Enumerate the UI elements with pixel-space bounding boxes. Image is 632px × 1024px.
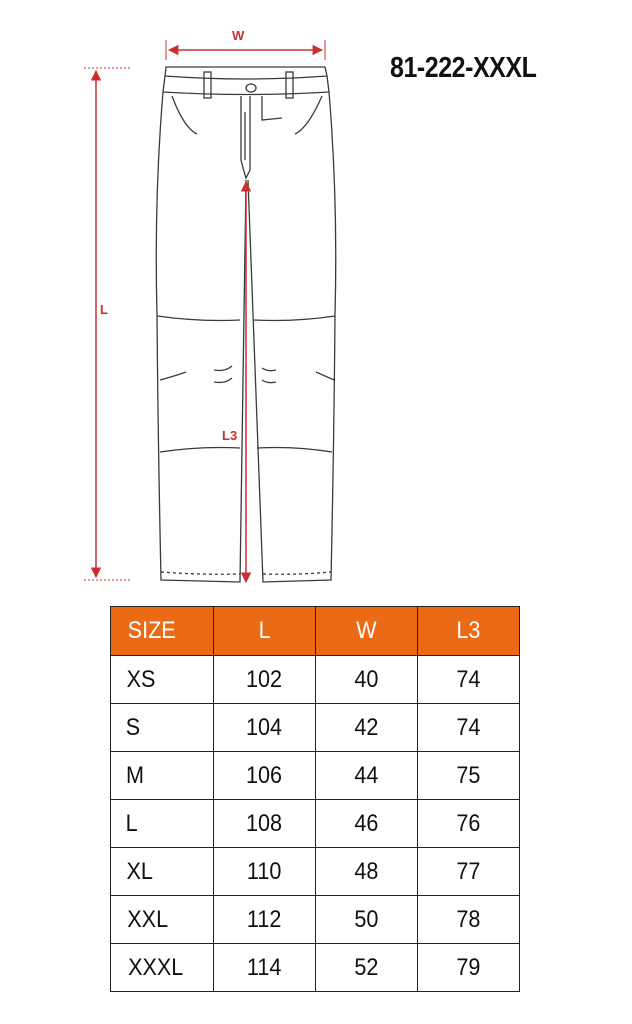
header-l: L <box>214 607 316 656</box>
w-cell: 42 <box>316 704 418 752</box>
size-cell: XXL <box>111 896 214 944</box>
table-row <box>111 704 520 752</box>
table-row <box>111 800 520 848</box>
size-cell: S <box>111 704 214 752</box>
l3-cell: 77 <box>418 848 520 896</box>
product-code: 81-222-XXXL <box>390 52 537 84</box>
w-cell: 50 <box>316 896 418 944</box>
l-cell: 104 <box>214 704 316 752</box>
header-l3: L3 <box>418 607 520 656</box>
table-row <box>111 944 520 992</box>
header-size: SIZE <box>111 607 214 656</box>
table-row <box>111 656 520 704</box>
size-cell: XL <box>111 848 214 896</box>
l-cell: 106 <box>214 752 316 800</box>
l-cell: 114 <box>214 944 316 992</box>
l3-cell: 74 <box>418 656 520 704</box>
header-w: W <box>316 607 418 656</box>
size-cell: XS <box>111 656 214 704</box>
l3-cell: 78 <box>418 896 520 944</box>
l3-cell: 76 <box>418 800 520 848</box>
size-table <box>110 606 520 992</box>
w-cell: 48 <box>316 848 418 896</box>
l-cell: 110 <box>214 848 316 896</box>
l-label: L <box>100 302 108 317</box>
w-cell: 46 <box>316 800 418 848</box>
l-cell: 112 <box>214 896 316 944</box>
w-dimension-arrow <box>166 40 325 60</box>
table-header-row <box>111 607 520 656</box>
size-cell: XXXL <box>111 944 214 992</box>
l-cell: 102 <box>214 656 316 704</box>
w-label: W <box>232 28 245 43</box>
table-row <box>111 848 520 896</box>
l3-cell: 75 <box>418 752 520 800</box>
size-cell: L <box>111 800 214 848</box>
table-row <box>111 752 520 800</box>
size-cell: M <box>111 752 214 800</box>
l3-label: L3 <box>222 428 238 443</box>
l-cell: 108 <box>214 800 316 848</box>
l3-cell: 79 <box>418 944 520 992</box>
w-cell: 52 <box>316 944 418 992</box>
l3-cell: 74 <box>418 704 520 752</box>
w-cell: 44 <box>316 752 418 800</box>
w-cell: 40 <box>316 656 418 704</box>
l-dimension-arrow <box>84 68 130 580</box>
table-row <box>111 896 520 944</box>
